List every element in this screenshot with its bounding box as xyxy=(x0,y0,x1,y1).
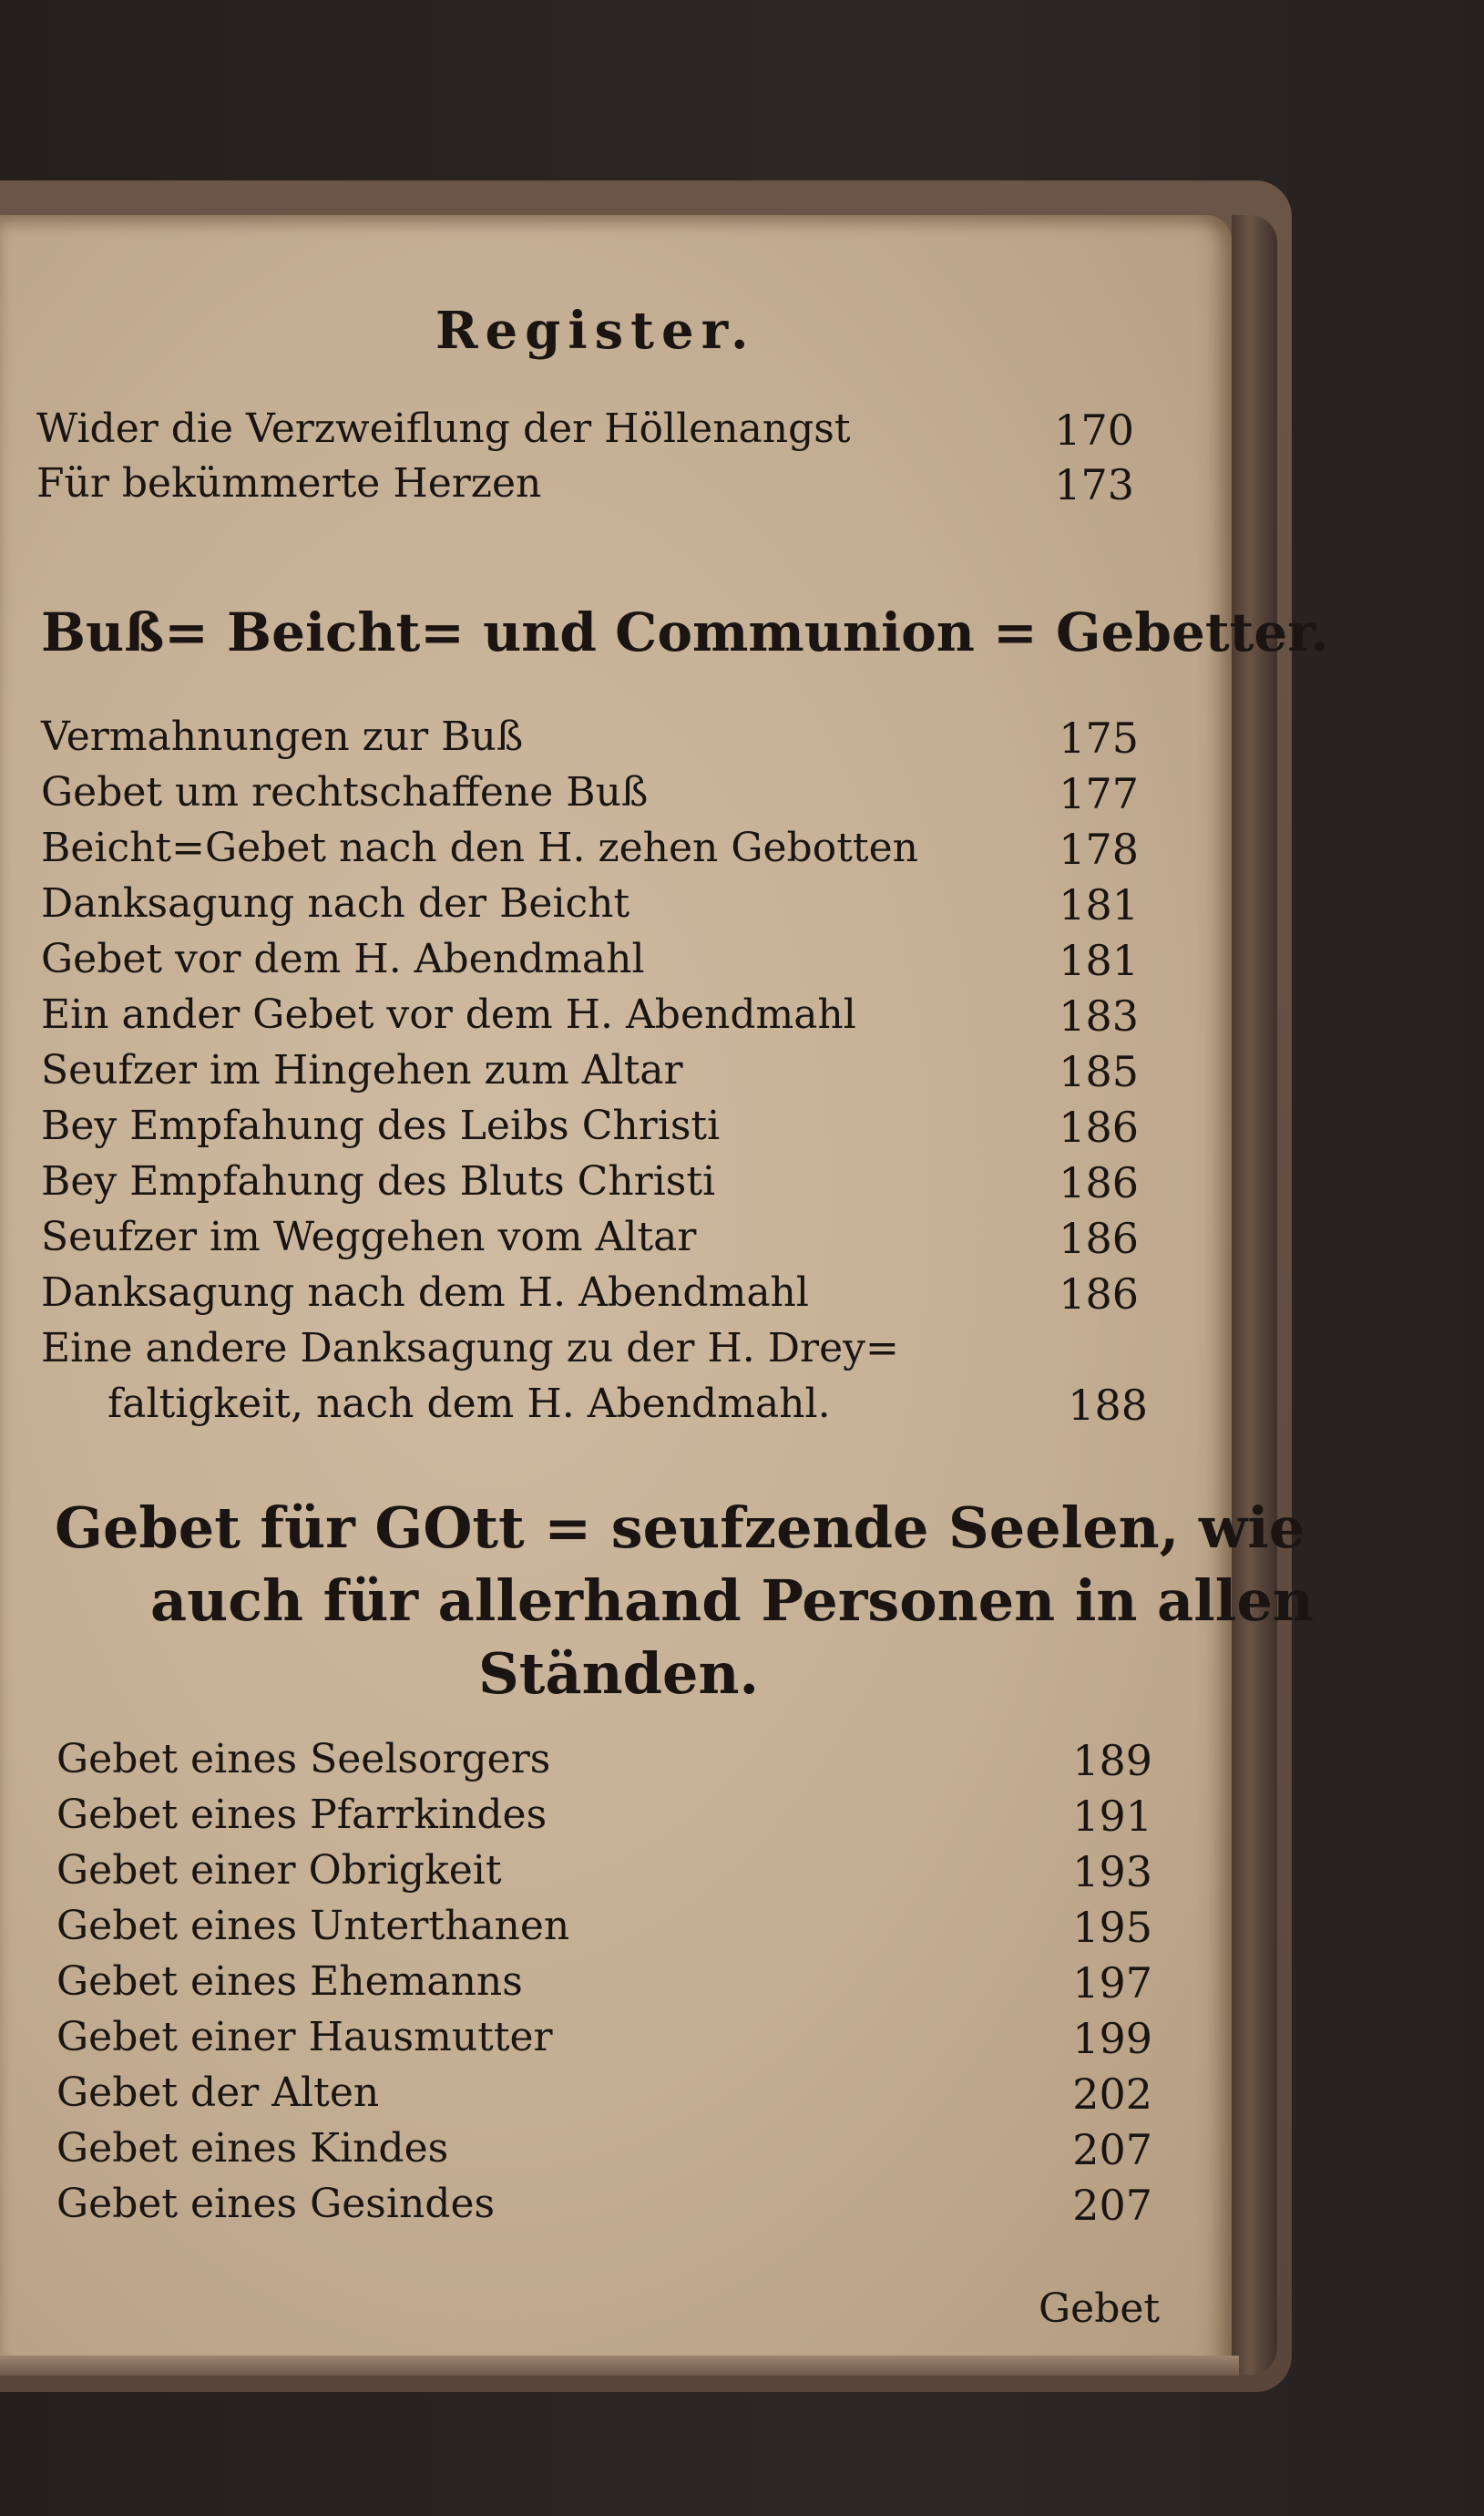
page-header: Register. xyxy=(435,301,756,361)
toc-entry-page: 186 xyxy=(1059,1214,1139,1263)
toc-entry-title: Gebet um rechtschaffene Buß xyxy=(41,769,649,816)
toc-entry-page: 178 xyxy=(1059,825,1139,874)
toc-entry-title: Seufzer im Hingehen zum Altar xyxy=(41,1047,683,1094)
toc-entry-title: Seufzer im Weggehen vom Altar xyxy=(41,1214,697,1260)
toc-entry-page: 199 xyxy=(1072,2014,1152,2063)
section-heading: auch für allerhand Personen in allen xyxy=(150,1567,1314,1634)
toc-entry-page: 185 xyxy=(1059,1047,1139,1096)
toc-entry-title: Gebet vor dem H. Abendmahl xyxy=(41,936,645,982)
section-heading: Gebet für GOtt = seufzende Seelen, wie xyxy=(55,1494,1305,1561)
toc-entry-title: Für bekümmerte Herzen xyxy=(36,460,542,507)
toc-entry-page: 177 xyxy=(1059,769,1139,818)
toc-entry-title: Gebet der Alten xyxy=(56,2069,380,2116)
toc-entry-title: Gebet einer Obrigkeit xyxy=(56,1847,502,1894)
toc-entry-page: 186 xyxy=(1059,1103,1139,1152)
toc-entry-page: 173 xyxy=(1054,460,1134,509)
toc-entry-title: Ein ander Gebet vor dem H. Abendmahl xyxy=(41,991,856,1038)
toc-entry-page: 186 xyxy=(1059,1269,1139,1319)
toc-entry-page: 170 xyxy=(1054,406,1134,455)
toc-entry-title: Bey Empfahung des Leibs Christi xyxy=(41,1103,721,1149)
toc-entry-page: 186 xyxy=(1059,1158,1139,1207)
toc-entry-title: Gebet eines Ehemanns xyxy=(56,1958,523,2005)
toc-entry-title: Gebet eines Unterthanen xyxy=(56,1903,570,1949)
toc-entry-title: Wider die Verzweiflung der Höllenangst xyxy=(36,406,851,452)
toc-entry-page: 207 xyxy=(1072,2181,1152,2230)
page-bottom-edge xyxy=(0,2356,1239,2376)
toc-entry-page: 195 xyxy=(1072,1903,1152,1952)
toc-entry-title: Danksagung nach der Beicht xyxy=(41,880,630,927)
book-fore-edge xyxy=(1232,215,1277,2375)
toc-entry-page: 181 xyxy=(1059,936,1139,985)
toc-entry-title: Gebet eines Seelsorgers xyxy=(56,1736,551,1782)
toc-entry-page: 183 xyxy=(1059,991,1139,1041)
toc-entry-page: 191 xyxy=(1072,1792,1152,1841)
toc-entry-title: Gebet einer Hausmutter xyxy=(56,2014,553,2060)
toc-entry-title: Gebet eines Gesindes xyxy=(56,2181,496,2227)
toc-entry-title: Vermahnungen zur Buß xyxy=(41,714,524,760)
toc-entry-title: Gebet eines Pfarrkindes xyxy=(56,1792,548,1838)
section-heading: Buß= Beicht= und Communion = Gebetter. xyxy=(41,601,1329,663)
toc-entry-page: 193 xyxy=(1072,1847,1152,1896)
toc-entry-title: Gebet eines Kindes xyxy=(56,2125,449,2172)
toc-entry-page: 197 xyxy=(1072,1958,1152,2008)
toc-entry-title: Bey Empfahung des Bluts Christi xyxy=(41,1158,716,1205)
toc-entry-title: Eine andere Danksagung zu der H. Drey= xyxy=(41,1325,899,1371)
toc-entry-page: 202 xyxy=(1072,2069,1152,2119)
catchword: Gebet xyxy=(1039,2285,1161,2332)
toc-entry-title: Beicht=Gebet nach den H. zehen Gebotten xyxy=(41,825,918,871)
toc-entry-page: 207 xyxy=(1072,2125,1152,2174)
toc-entry-page: 181 xyxy=(1059,880,1139,929)
toc-entry-title-continued: faltigkeit, nach dem H. Abendmahl. xyxy=(107,1381,831,1427)
toc-entry-page: 188 xyxy=(1068,1381,1148,1430)
toc-entry-page: 189 xyxy=(1072,1736,1152,1785)
section-heading: Ständen. xyxy=(478,1640,760,1707)
toc-entry-page: 175 xyxy=(1059,714,1139,763)
toc-entry-title: Danksagung nach dem H. Abendmahl xyxy=(41,1269,809,1316)
